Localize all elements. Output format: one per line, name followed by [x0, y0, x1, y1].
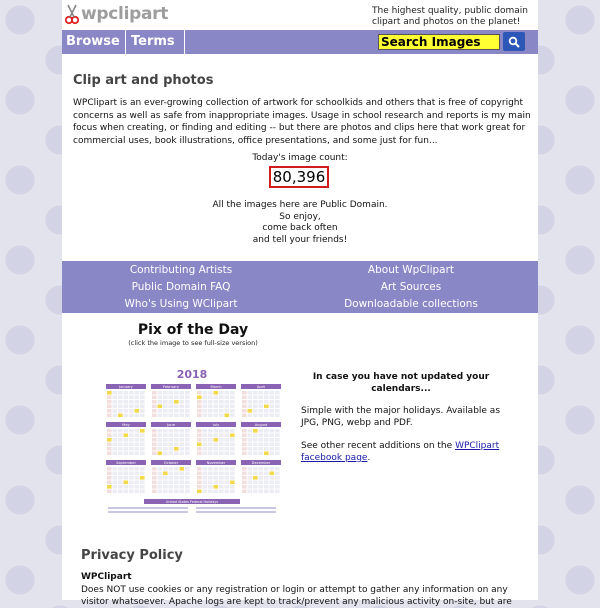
facebook-note-suffix: .	[367, 453, 371, 463]
calendar-month-label: April	[256, 385, 266, 390]
pd-line: and tell your friends!	[252, 234, 348, 245]
calendar-month	[196, 384, 236, 417]
calendar-month-label: December	[251, 461, 271, 466]
page-title: Clip art and photos	[73, 73, 214, 88]
privacy-title: Privacy Policy	[81, 548, 183, 563]
calendar-holiday-line	[108, 511, 188, 513]
calendar-month	[106, 422, 146, 455]
search-icon	[508, 36, 520, 48]
calendar-month	[106, 384, 146, 417]
calendar-month	[196, 422, 236, 455]
search-button[interactable]	[503, 32, 525, 51]
nav-browse[interactable]: Browse	[66, 34, 120, 49]
calendar-image[interactable]	[104, 368, 280, 513]
link-contributing-artists[interactable]: Contributing Artists	[129, 264, 233, 276]
calendar-month	[241, 384, 281, 417]
logo-text: wpclipart	[81, 4, 169, 24]
nav-separator	[125, 30, 126, 54]
calendar-heading: In case you have not updated your calendars...	[312, 372, 490, 394]
intro-text: WPClipart is an ever-growing collection of artwork for schoolkids and others that is free of copyright concerns as well as safe from inappropriate images. Usage in school research and reports is my main focus when creating, or finding and editing -- but there are photos and clips here that work great for commercial uses, book illustrations, office presentations, and some just for fun...	[73, 98, 531, 146]
calendar-holiday-line	[108, 507, 188, 509]
link-about[interactable]: About WpClipart	[367, 264, 455, 276]
header	[62, 0, 538, 30]
nav-terms[interactable]: Terms	[131, 34, 175, 49]
calendar-month	[106, 460, 146, 493]
calendar-month-label: March	[210, 385, 222, 390]
calendar-month	[151, 460, 191, 493]
image-count: 80,396	[269, 166, 329, 188]
calendar-month	[151, 422, 191, 455]
facebook-link[interactable]: WPClipart facebook page	[301, 441, 500, 463]
link-public-domain-faq[interactable]: Public Domain FAQ	[131, 281, 231, 293]
calendar-year: 2018	[176, 368, 208, 381]
calendar-holiday-line	[196, 511, 276, 513]
pd-line: All the images here are Public Domain.	[212, 200, 388, 210]
calendar-month	[241, 460, 281, 493]
calendar-description: Simple with the major holidays. Available as JPG, PNG, webp and PDF.	[301, 406, 501, 428]
search-input[interactable]: Search Images	[378, 34, 500, 50]
calendar-month	[241, 422, 281, 455]
privacy-body: Does NOT use cookies or any registration or login or attempt to gather any information on any visitor whatsoever. Apache logs are kept to track/prevent any malicious activity on-site, but are	[81, 585, 512, 607]
calendar-month	[151, 384, 191, 417]
calendar-month	[196, 460, 236, 493]
pix-subtitle: (click the image to see full-size version)	[128, 339, 258, 347]
calendar-month-label: October	[163, 461, 179, 466]
link-whos-using[interactable]: Who's Using WClipart	[124, 298, 238, 310]
link-art-sources[interactable]: Art Sources	[380, 281, 442, 293]
calendar-month-label: January	[119, 385, 133, 390]
calendar-month-label: July	[212, 423, 220, 428]
facebook-note	[301, 440, 501, 464]
calendar-month-label: June	[167, 423, 175, 428]
pd-line: So enjoy,	[279, 211, 321, 222]
calendar-month-label: November	[206, 461, 226, 466]
link-downloadable-collections[interactable]: Downloadable collections	[344, 298, 478, 310]
calendar-month-label: May	[122, 423, 130, 428]
privacy-subhead: WPClipart	[81, 572, 132, 582]
calendar-month-label: September	[116, 461, 136, 466]
calendar-month-label: February	[163, 385, 179, 390]
pix-of-the-day-title: Pix of the Day	[137, 322, 249, 338]
nav-separator	[184, 30, 185, 54]
navbar	[62, 30, 538, 54]
links-panel	[62, 261, 538, 313]
page	[62, 0, 538, 607]
tagline: The highest quality, public domain clipart and photos on the planet!	[372, 6, 528, 27]
calendar-footer-label: United States Federal Holidays	[165, 500, 219, 504]
facebook-note-prefix: See other recent additions on the	[301, 441, 453, 451]
calendar-graphic	[104, 368, 280, 513]
scissors-icon	[64, 3, 80, 25]
pd-line: come back often	[262, 223, 338, 233]
site-logo[interactable]	[64, 3, 168, 25]
calendar-month-label: August	[254, 423, 268, 428]
calendar-holiday-line	[196, 507, 276, 509]
image-count-label: Today's image count:	[252, 153, 348, 163]
public-domain-text	[62, 200, 538, 246]
